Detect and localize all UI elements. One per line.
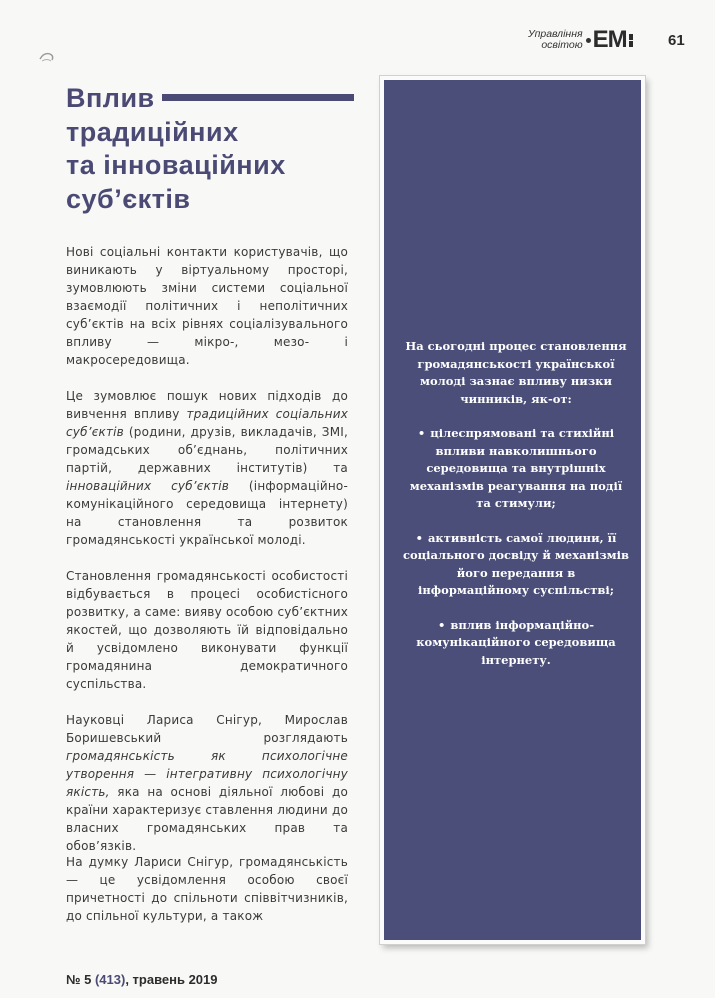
paragraph-text: На думку Лариси Снігур, громадянськість — це усвідомлення особою своєї причетності до спільноти співвітчизників, до спільної культури, а також bbox=[66, 855, 348, 923]
brand-text bbox=[528, 29, 583, 51]
sidebar-intro: На сьогодні процес становлення громадянськості української молоді зазнає впливу низки чинників, як-от: bbox=[405, 339, 627, 406]
sidebar-text bbox=[402, 338, 630, 669]
brand-mark: EM bbox=[592, 26, 627, 53]
paragraph-text: Науковці Лариса Снігур, Мирослав Боришевський розглядають громадянськість як психологічне утворення — інтегративну психологічну якість, яка на основі діяльної любові до країни характеризує ставлення людини до власних громадянських прав та обов’язків. bbox=[66, 713, 348, 853]
issue-number: (413) bbox=[94, 972, 126, 987]
article-title bbox=[66, 82, 286, 216]
bullet-icon: • bbox=[438, 617, 446, 632]
paragraph bbox=[66, 853, 348, 925]
title-line: суб’єктів bbox=[66, 183, 191, 214]
brand-logo bbox=[528, 26, 633, 54]
paragraph bbox=[66, 711, 348, 855]
paragraph-text: Становлення громадянськості особистості відбувається в процесі особистісного розвитку, а саме: вияву особою суб’єктних якостей, що дозволяють їй відповідально й усвідомлено виконувати функції громадянина демократичного суспільства. bbox=[66, 569, 348, 691]
brand-line1: Управління bbox=[528, 28, 583, 40]
paragraph bbox=[66, 567, 348, 693]
bullet-icon: • bbox=[415, 530, 423, 545]
bullet-icon: • bbox=[417, 426, 426, 440]
sidebar-list-item: • вплив інформаційно-комунікаційного середовища інтернету. bbox=[416, 617, 616, 667]
staple-mark-icon bbox=[38, 50, 56, 64]
brand-dot-icon bbox=[586, 38, 591, 43]
paragraph bbox=[66, 243, 348, 369]
title-line: Вплив bbox=[66, 83, 155, 113]
issue-footer bbox=[66, 972, 218, 987]
title-line: традиційних bbox=[66, 116, 239, 147]
paragraph bbox=[66, 387, 348, 549]
page-number: 61 bbox=[668, 32, 685, 49]
brand-bars-icon bbox=[629, 34, 633, 47]
brand-line2: освітою bbox=[541, 39, 583, 51]
sidebar-list-item: • активність самої людини, її соціального досвіду й механізмів його передання в інформаційному суспільстві; bbox=[402, 530, 630, 597]
issue-date: , травень 2019 bbox=[125, 972, 218, 987]
sidebar-panel bbox=[380, 76, 645, 944]
paragraph-text: Це зумовлює пошук нових підходів до вивчення впливу традиційних соціальних суб’єктів (родини, друзів, викладачів, ЗМІ, громадських об’єднань, політичних партій, державних інститутів) та інноваційних суб’єктів (інформаційно-комунікаційного середовища інтернету) на становлення та розвиток громадянськості української молоді. bbox=[66, 389, 349, 547]
title-line: та інноваційних bbox=[66, 150, 286, 180]
issue-label: № 5 bbox=[66, 972, 95, 987]
paragraph-text: Нові соціальні контакти користувачів, що виникають у віртуальному просторі, зумовлюють зміни системи соціальної взаємодії політичних і неполітичних суб’єктів на всіх рівнях соціалізувального впливу — мікро-, мезо- і макросередовища. bbox=[66, 245, 348, 367]
sidebar-list-item: • цілеспрямовані та стихійні впливи навколишнього середовища та внутрішніх механізмів реагування на події та стимули; bbox=[409, 426, 623, 510]
